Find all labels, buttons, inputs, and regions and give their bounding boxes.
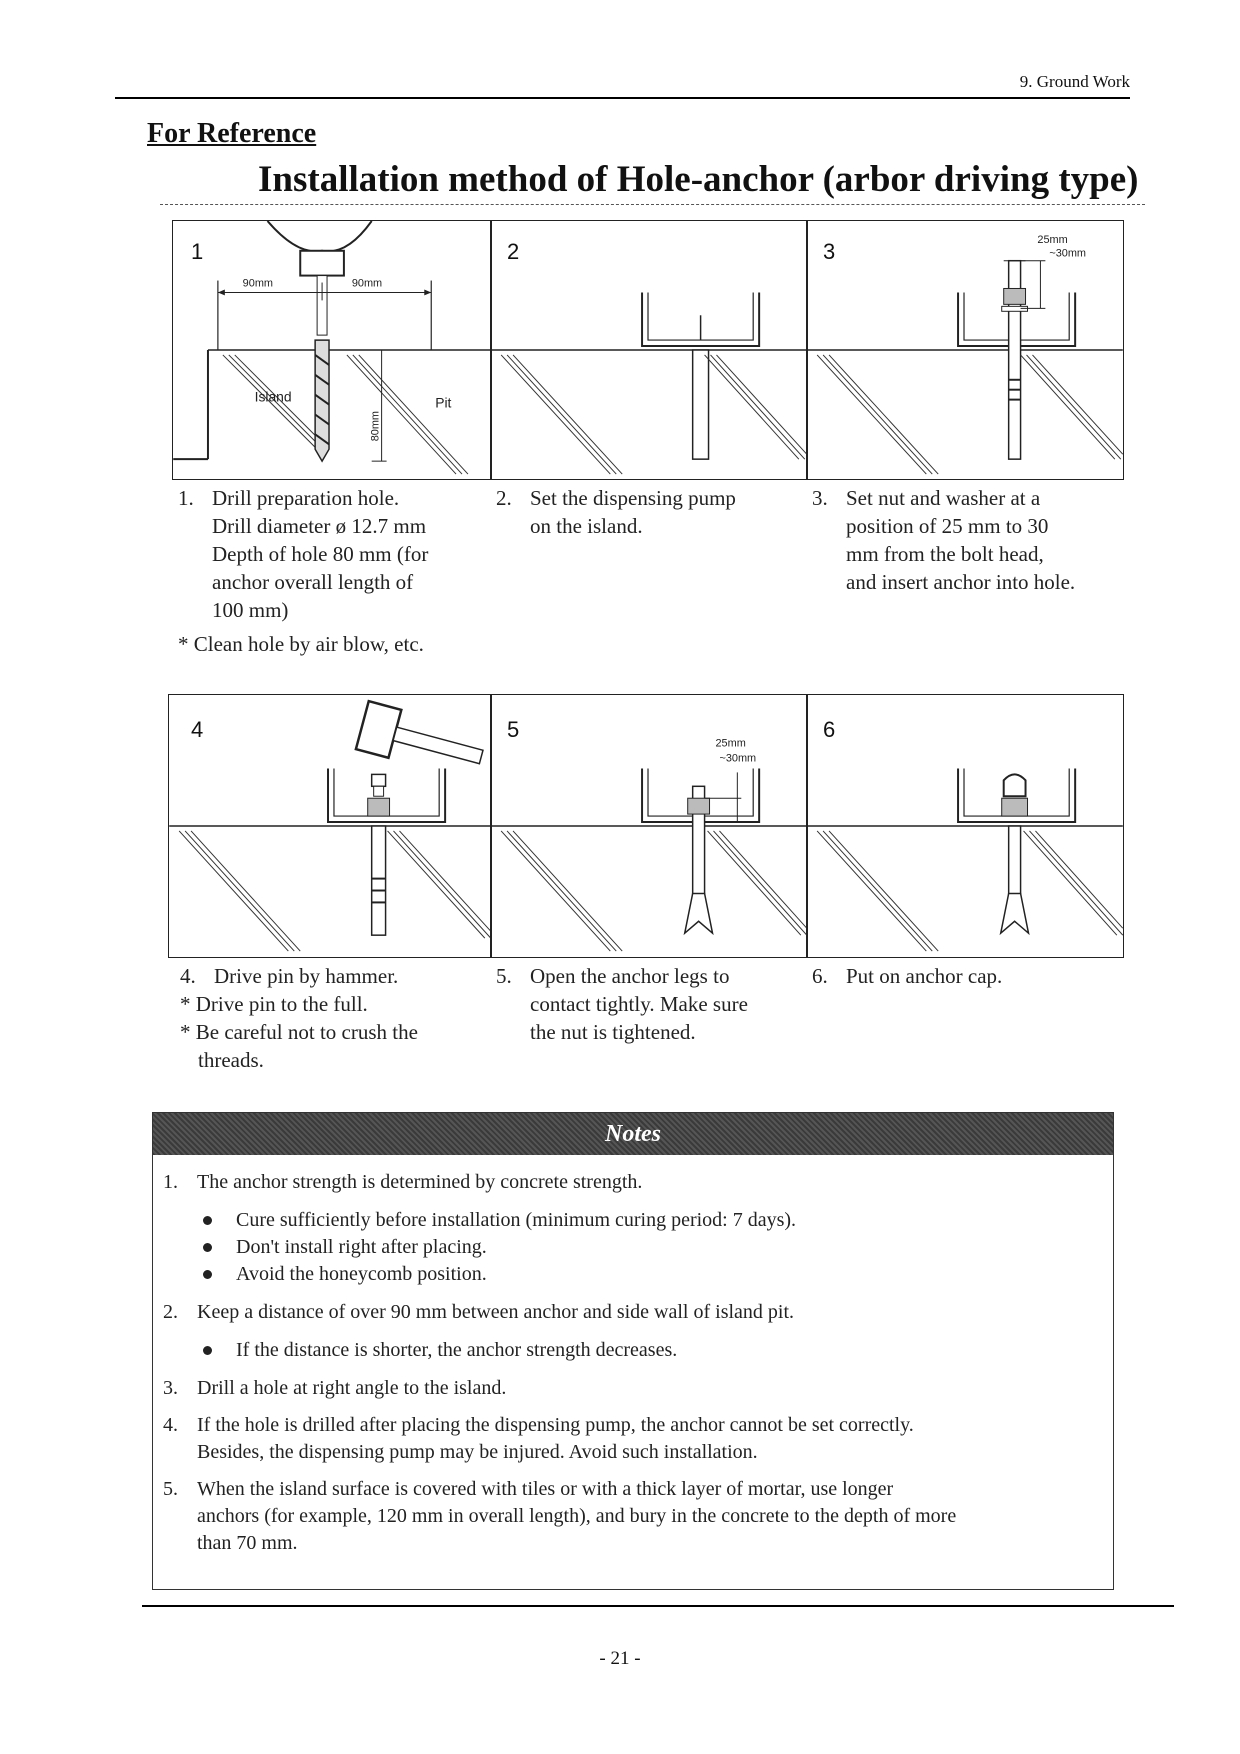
step-note: * Clean hole by air blow, etc. <box>178 632 424 656</box>
drilling-illustration <box>173 221 491 479</box>
step-line: Open the anchor legs to <box>530 964 730 988</box>
page-number: - 21 - <box>599 1648 641 1669</box>
step-line: 100 mm) <box>212 598 289 622</box>
notes-title: Notes <box>605 1121 661 1147</box>
note-line: Besides, the dispensing pump may be injured. Avoid such installation. <box>197 1441 758 1463</box>
step-number: 1. <box>178 486 194 510</box>
step-2-caption <box>496 484 796 540</box>
note-number: 3. <box>163 1377 178 1399</box>
dim-range-b: ~30mm <box>719 752 757 765</box>
anchor-insert-illustration <box>807 221 1123 479</box>
note-item-4 <box>163 1412 1097 1466</box>
step-line: Put on anchor cap. <box>846 964 1003 988</box>
dim-depth: 80mm <box>369 410 382 442</box>
note-text: Keep a distance of over 90 mm between anchor and side wall of island pit. <box>197 1301 795 1323</box>
dim-range-b: ~30mm <box>1049 247 1087 260</box>
dim-range-a: 25mm <box>1037 233 1068 246</box>
anchor-legs-open-illustration <box>491 695 807 957</box>
step-line: and insert anchor into hole. <box>846 570 1076 594</box>
note-bullet <box>203 1337 677 1364</box>
note-number: 4. <box>163 1414 178 1436</box>
step-number: 2. <box>496 486 512 510</box>
note-text: Drill a hole at right angle to the island. <box>197 1377 507 1399</box>
dim-right: 90mm <box>351 277 383 290</box>
note-item-1 <box>163 1169 1097 1196</box>
note-text: The anchor strength is determined by concrete strength. <box>197 1171 643 1193</box>
step-line: Drill diameter ø 12.7 mm <box>212 514 427 538</box>
bullet-text: Don't install right after placing. <box>236 1236 487 1258</box>
reference-label: For Reference <box>147 118 317 149</box>
dim-left: 90mm <box>242 277 274 290</box>
panel-number: 4 <box>191 717 204 742</box>
note-number: 1. <box>163 1171 178 1193</box>
step-line: anchor overall length of <box>212 570 414 594</box>
step-line: position of 25 mm to 30 <box>846 514 1049 538</box>
notes-header <box>153 1113 1113 1155</box>
pump-placement-illustration <box>491 221 807 479</box>
step-1-caption <box>178 484 478 658</box>
figure-panel-1 <box>172 220 492 480</box>
bullet-dot-icon <box>203 1243 212 1252</box>
bullet-dot-icon <box>203 1216 212 1225</box>
title-rule <box>160 204 1145 205</box>
note-item-2 <box>163 1299 1097 1326</box>
panel-number: 2 <box>507 239 520 264</box>
header-rule <box>115 97 1130 99</box>
notes-box <box>152 1112 1114 1590</box>
step-line: mm from the bolt head, <box>846 542 1044 566</box>
panel-number: 3 <box>823 239 836 264</box>
figure-panel-3 <box>806 220 1124 480</box>
note-line: than 70 mm. <box>197 1532 298 1554</box>
dim-range-a: 25mm <box>715 737 746 750</box>
note-bullet <box>203 1261 487 1288</box>
bullet-text: Cure sufficiently before installation (minimum curing period: 7 days). <box>236 1209 797 1231</box>
section-header: 9. Ground Work <box>1019 72 1130 91</box>
step-3-caption <box>812 484 1122 596</box>
step-line: * Drive pin to the full. <box>180 992 368 1016</box>
note-line: anchors (for example, 120 mm in overall length), and bury in the concrete to the depth of more <box>197 1505 957 1527</box>
step-number: 5. <box>496 964 512 988</box>
bullet-dot-icon <box>203 1270 212 1279</box>
step-line: Drill preparation hole. <box>212 486 400 510</box>
page-title: Installation method of Hole-anchor (arbor driving type) <box>258 159 1139 200</box>
note-number: 5. <box>163 1478 178 1500</box>
bullet-text: Avoid the honeycomb position. <box>236 1263 487 1285</box>
note-item-5 <box>163 1476 1097 1557</box>
footer-rule <box>142 1605 1174 1607</box>
panel-number: 5 <box>507 717 520 742</box>
figure-panel-2 <box>490 220 808 480</box>
step-line: Depth of hole 80 mm (for <box>212 542 429 566</box>
step-5-caption <box>496 962 796 1046</box>
step-line: Set the dispensing pump <box>530 486 736 510</box>
figure-panel-6 <box>806 694 1124 958</box>
step-number: 6. <box>812 964 828 988</box>
panel-number: 6 <box>823 717 836 742</box>
figure-panel-4 <box>168 694 492 958</box>
bullet-text: If the distance is shorter, the anchor strength decreases. <box>236 1339 678 1361</box>
pit-label: Pit <box>435 394 452 411</box>
note-item-3 <box>163 1375 1097 1402</box>
step-line: the nut is tightened. <box>530 1020 696 1044</box>
step-number: 3. <box>812 486 828 510</box>
step-number: 4. <box>180 964 196 988</box>
bullet-dot-icon <box>203 1346 212 1355</box>
hammer-illustration <box>169 695 491 957</box>
note-line: When the island surface is covered with tiles or with a thick layer of mortar, use longer <box>197 1478 894 1500</box>
note-bullet <box>203 1207 796 1234</box>
anchor-cap-illustration <box>807 695 1123 957</box>
step-line: threads. <box>198 1048 264 1072</box>
note-bullet <box>203 1234 487 1261</box>
panel-number: 1 <box>191 239 204 264</box>
step-line: contact tightly. Make sure <box>530 992 748 1016</box>
step-6-caption <box>812 962 1112 990</box>
note-line: If the hole is drilled after placing the dispensing pump, the anchor cannot be set correctly. <box>197 1414 914 1436</box>
step-4-caption <box>180 962 480 1074</box>
step-line: Drive pin by hammer. <box>214 964 399 988</box>
note-number: 2. <box>163 1301 178 1323</box>
figure-panel-5 <box>490 694 808 958</box>
step-line: * Be careful not to crush the <box>180 1020 418 1044</box>
step-line: Set nut and washer at a <box>846 486 1041 510</box>
step-line: on the island. <box>530 514 643 538</box>
island-label: Island <box>254 388 292 405</box>
